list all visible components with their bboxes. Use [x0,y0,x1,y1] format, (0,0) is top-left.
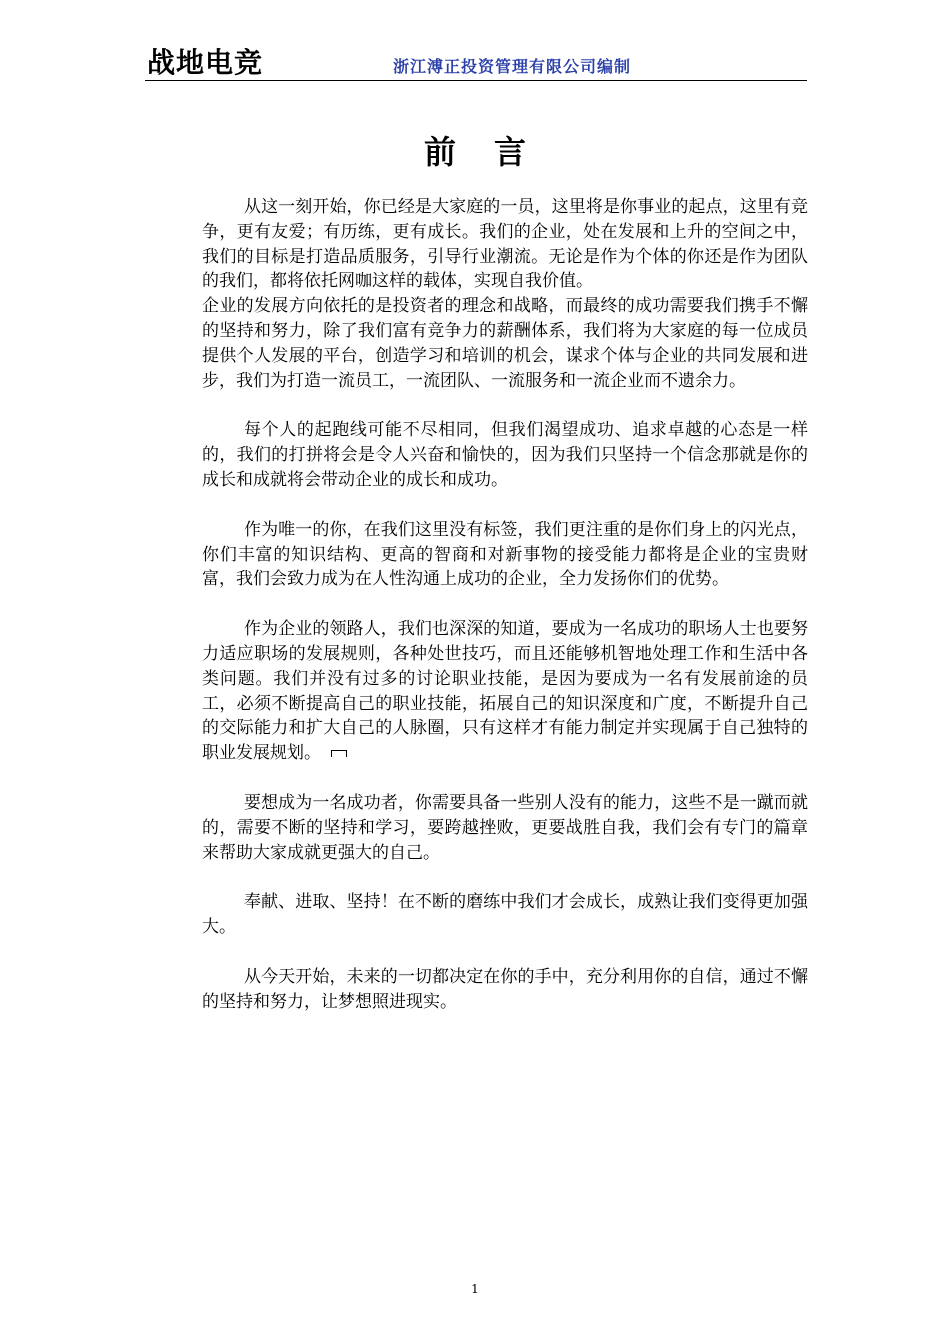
paragraph-4: 作为唯一的你，在我们这里没有标签，我们更注重的是你们身上的闪光点，你们丰富的知识结构、更高的智商和对新事物的接受能力都将是企业的宝贵财富，我们会致力成为在人性沟通上成功的企业，全力发扬你们的优势。 [202,519,808,590]
page-header [145,44,807,81]
paragraph-1: 从这一刻开始，你已经是大家庭的一员，这里将是你事业的起点，这里有竞争，更有友爱；有历练，更有成长。我们的企业，处在发展和上升的空间之中，我们的目标是打造品质服务，引导行业潮流。无论是作为个体的你还是作为团队的我们，都将依托网咖这样的载体，实现自我价值。 [202,197,808,292]
paragraph-6: 要想成为一名成功者，你需要具备一些别人没有的能力，这些不是一蹴而就的，需要不断的坚持和学习，要跨越挫败，更要战胜自我，我们会有专门的篇章来帮助大家成就更强大的自己。 [202,792,808,863]
paragraph-7: 奉献、进取、坚持！在不断的磨练中我们才会成长，成熟让我们变得更加强大。 [202,892,808,938]
paragraph-5-text: 作为企业的领路人，我们也深深的知道，要成为一名成功的职场人士也要努力适应职场的发展规则，各种处世技巧，而且还能够机智地处理工作和生活中各类问题。我们并没有过多的讨论职业技能，是因为要成为一名有发展前途的员工，必须不断提高自己的职业技能，拓展自己的知识深度和广度，不断提升自己的交际能力和扩大自己的人脉圈，只有这样才有能力制定并实现属于自己独特的职业发展规划。 [202,619,808,764]
brand-name: 战地电竞 [147,46,264,79]
paragraph-2: 企业的发展方向依托的是投资者的理念和战略，而最终的成功需要我们携手不懈的坚持和努力，除了我们富有竞争力的薪酬体系，我们将为大家庭的每一位成员提供个人发展的平台，创造学习和培训的机会，谋求个体与企业的共同发展和进步，我们为打造一流员工，一流团队、一流服务和一流企业而不遗余力。 [202,296,808,391]
edit-mark-icon [331,750,347,757]
page-number: 1 [471,1282,479,1296]
paragraph-5 [202,617,808,766]
preface-body [202,195,808,1040]
paragraph-8: 从今天开始，未来的一切都决定在你的手中，充分利用你的自信，通过不懈的坚持和努力，让梦想照进现实。 [202,966,808,1012]
publisher-name: 浙江溥正投资管理有限公司编制 [393,57,632,76]
page-title: 前言 [423,133,564,171]
paragraph-3: 每个人的起跑线可能不尽相同，但我们渴望成功、追求卓越的心态是一样的，我们的打拼将会是令人兴奋和愉快的，因为我们只坚持一个信念那就是你的成长和成就将会带动企业的成长和成功。 [202,420,808,490]
